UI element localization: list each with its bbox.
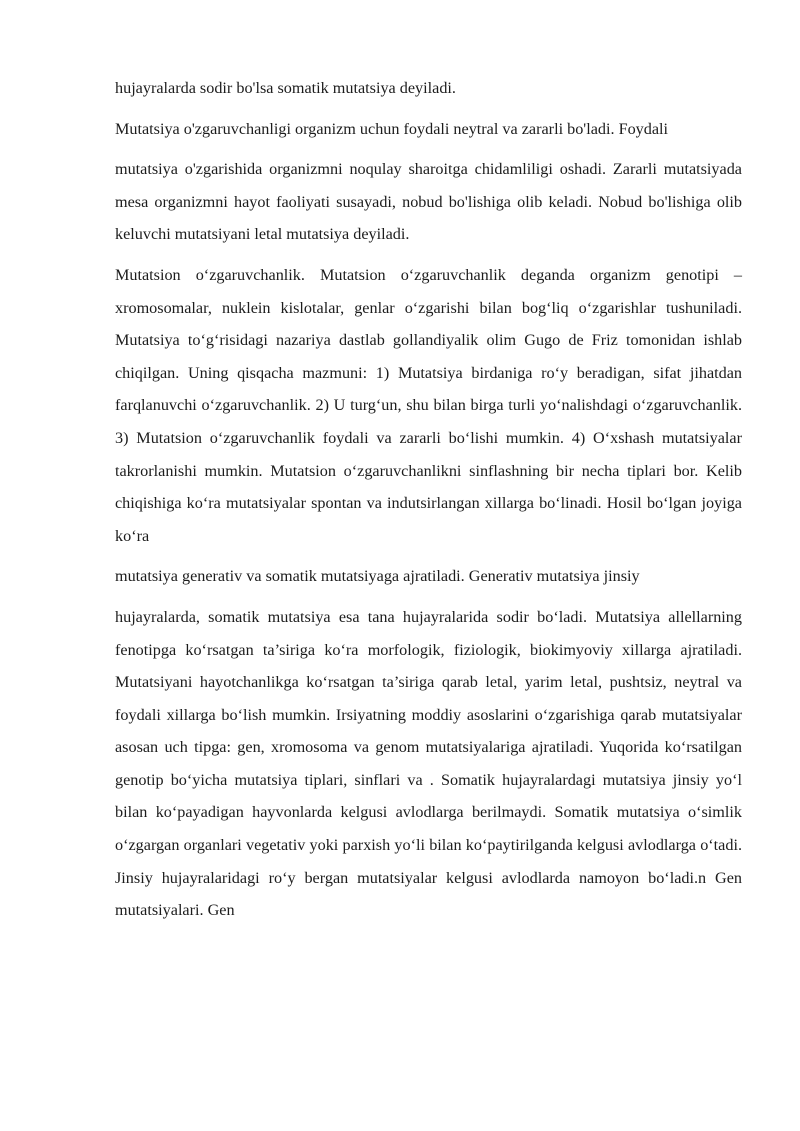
paragraph-4: Mutatsion o‘zgaruvchanlik. Mutatsion o‘zgaruvchanlik deganda organizm genotipi – xromosomalar, nuklein kislotalar, genlar o‘zgarishi bilan bog‘liq o‘zgarishlar tushuniladi. Mutatsiya to‘g‘risidagi nazariya dastlab gollandiyalik olim Gugo de Friz tomonidan ishlab chiqilgan. Uning qisqacha mazmuni: 1) Mutatsiya birdaniga ro‘y beradigan, sifat jihatdan farqlanuvchi o‘zgaruvchanlik. 2) U turg‘un, shu bilan birga turli yo‘nalishdagi o‘zgaruvchanlik. 3) Mutatsion o‘zgaruvchanlik foydali va zararli bo‘lishi mumkin. 4) O‘xshash mutatsiyalar takrorlanishi mumkin. Mutatsion o‘zgaruvchanlikni sinflashning bir necha tiplari bor. Kelib chiqishiga ko‘ra mutatsiyalar spontan va indutsirlangan xillarga bo‘linadi. Hosil bo‘lgan joyiga ko‘ra xyxy=(115,265,742,545)
paragraph-6: hujayralarda, somatik mutatsiya esa tana hujayralarida sodir bo‘ladi. Mutatsiya allellarning fenotipga ko‘rsatgan ta’siriga ko‘ra morfologik, fiziologik, biokimyoviy xillarga ajratiladi. Mutatsiyani hayotchanlikga ko‘rsatgan ta’siriga qarab letal, yarim letal, pushtsiz, neytral va foydali xillarga bo‘lish mumkin. Irsiyatning moddiy asoslarini o‘zgarishiga qarab mutatsiyalar asosan uch tipga: gen, xromosoma va genom mutatsiyalariga ajratiladi. Yuqorida ko‘rsatilgan genotip bo‘yicha mutatsiya tiplari, sinflari va . Somatik hujayralardagi mutatsiya jinsiy yo‘l bilan ko‘payadigan hayvonlarda kelgusi avlodlarga berilmaydi. Somatik mutatsiya o‘simlik o‘zgargan organlari vegetativ yoki parxish yo‘li bilan ko‘paytirilganda kelgusi avlodlarga o‘tadi. Jinsiy hujayralaridagi ro‘y bergan mutatsiyalar kelgusi avlodlarda namoyon bo‘ladi.n Gen mutatsiyalari. Gen xyxy=(115,607,742,920)
paragraph-5: mutatsiya generativ va somatik mutatsiyaga ajratiladi. Generativ mutatsiya jinsiy xyxy=(115,567,640,586)
paragraph-1: hujayralarda sodir bo'lsa somatik mutatsiya deyiladi. xyxy=(115,79,456,97)
document-body xyxy=(115,72,742,935)
paragraph-3: mutatsiya o'zgarishida organizmni noqulay sharoitga chidamliligi oshadi. Zararli mutatsiyada mesa organizmni hayot faoliyati susayadi, nobud bo'lishiga olib keladi. Nobud bo'lishiga olib keluvchi mutatsiyani letal mutatsiya deyiladi. xyxy=(115,160,742,244)
paragraph-2: Mutatsiya o'zgaruvchanligi organizm uchun foydali neytral va zararli bo'ladi. Foydali xyxy=(115,119,669,138)
